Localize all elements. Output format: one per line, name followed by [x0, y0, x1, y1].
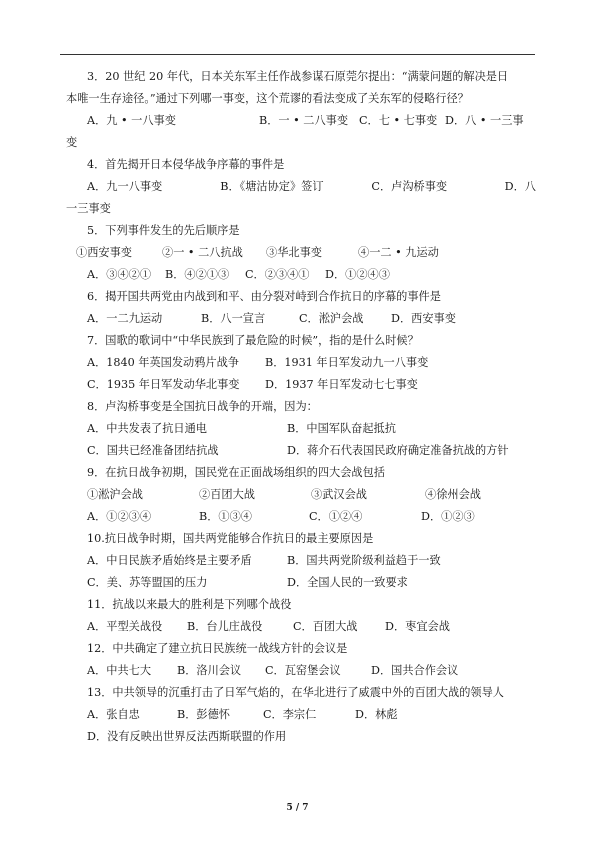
option-row — [66, 352, 536, 374]
option: B．①③④ — [199, 510, 252, 523]
option: B．1931 年日军发动九一八事变 — [265, 356, 429, 369]
option: D．八 — [504, 180, 536, 193]
question-stem: 8．卢沟桥事变是全国抗日战争的开端，因为： — [87, 400, 318, 413]
question-stem: 7．国歌的歌词中“中华民族到了最危险的时候”，指的是什么时候？ — [87, 334, 419, 347]
option: A．1840 年英国发动鸦片战争 — [87, 356, 239, 369]
item-row — [66, 484, 536, 506]
question-stem: 12．中共确定了建立抗日民族统一战线方针的会议是 — [87, 642, 348, 655]
item: ③华北事变 — [266, 246, 322, 259]
option-wrap: 一三事变 — [66, 202, 111, 215]
item: ①西安事变 — [76, 246, 132, 259]
option: D．枣宜会战 — [385, 620, 450, 633]
option: C．百团大战 — [293, 620, 358, 633]
option: A．中日民族矛盾始终是主要矛盾 — [87, 554, 252, 567]
option-row — [66, 418, 536, 440]
question-stem: 13．中共领导的沉重打击了日军气焰的，在华北进行了威震中外的百团大战的领导人 — [87, 686, 504, 699]
option: C．李宗仁 — [263, 708, 317, 721]
option: A．九一八事变 — [87, 180, 163, 193]
header-rule — [60, 54, 535, 55]
option: A．平型关战役 — [87, 620, 163, 633]
option: C．1935 年日军发动华北事变 — [87, 378, 240, 391]
question-list — [66, 66, 536, 748]
question-stem: 10.抗日战争时期，国共两党能够合作抗日的最主要原因是 — [87, 532, 374, 545]
option: A．③④②① — [87, 268, 152, 281]
option: A．中共七大 — [87, 664, 152, 677]
option-wrap: 变 — [66, 136, 78, 149]
question-stem: 9．在抗日战争初期，国民党在正面战场组织的四大会战包括 — [87, 466, 385, 479]
page-number: 5 / 7 — [286, 803, 309, 813]
option: C．七 • 七事变 — [359, 114, 438, 127]
option-row — [66, 660, 536, 682]
option: D．①②③ — [421, 510, 475, 523]
option: A．一二九运动 — [87, 312, 163, 325]
option-row — [66, 704, 536, 726]
option: B．八一宣言 — [201, 312, 266, 325]
option-row — [66, 264, 536, 286]
option: C．瓦窑堡会议 — [265, 664, 341, 677]
option: C．②③④① — [245, 268, 310, 281]
option: A．中共发表了抗日通电 — [87, 422, 207, 435]
option-row — [66, 308, 536, 330]
option: D．1937 年日军发动七七事变 — [265, 378, 418, 391]
item: ②百团大战 — [199, 488, 255, 501]
item: ④徐州会战 — [425, 488, 481, 501]
question-stem: 11．抗战以来最大的胜利是下列哪个战役 — [87, 598, 292, 611]
option-extra: D．没有反映出世界反法西斯联盟的作用 — [87, 730, 287, 743]
question-stem: 4．首先揭开日本侵华战争序幕的事件是 — [87, 158, 285, 171]
option-row — [66, 550, 536, 572]
option-row — [66, 374, 536, 396]
option: B．彭德怀 — [177, 708, 230, 721]
option: D．全国人民的一致要求 — [287, 576, 408, 589]
item: ④一二 • 九运动 — [358, 246, 439, 259]
option: B．洛川会议 — [177, 664, 242, 677]
option-row — [66, 616, 536, 638]
option-row — [66, 506, 536, 528]
option-row — [66, 110, 536, 132]
option: C．淞沪会战 — [299, 312, 364, 325]
option: B．台儿庄战役 — [187, 620, 263, 633]
option: C．①②④ — [309, 510, 363, 523]
option-row — [66, 440, 536, 462]
option-row — [66, 176, 536, 198]
option: B．中国军队奋起抵抗 — [287, 422, 396, 435]
option: B．《塘沽协定》签订 — [220, 180, 324, 193]
option: D．西安事变 — [391, 312, 456, 325]
option: C．卢沟桥事变 — [371, 180, 448, 193]
option: D．八 • 一三事 — [445, 114, 524, 127]
option: B．一 • 二八事变 — [259, 114, 349, 127]
item: ③武汉会战 — [311, 488, 367, 501]
option: A．九 • 一八事变 — [87, 114, 176, 127]
option: A．张自忠 — [87, 708, 140, 721]
option: B．④②①③ — [165, 268, 230, 281]
question-stem: 3．20 世纪 20 年代，日本关东军主任作战参谋石原莞尔提出：“满蒙问题的解决是日 — [87, 70, 509, 83]
option: D．①②④③ — [325, 268, 390, 281]
option-row — [66, 572, 536, 594]
option: B．国共两党阶级利益趋于一致 — [287, 554, 441, 567]
item-row — [66, 242, 536, 264]
question-stem: 5．下列事件发生的先后顺序是 — [87, 224, 240, 237]
option: C．美、苏等盟国的压力 — [87, 576, 208, 589]
option: D．蒋介石代表国民政府确定准备抗战的方针 — [287, 444, 509, 457]
option: C．国共已经准备团结抗战 — [87, 444, 219, 457]
option: D．林彪 — [355, 708, 398, 721]
question-stem: 本唯一生存途径。”通过下列哪一事变，这个荒谬的看法变成了关东军的侵略行径？ — [66, 92, 469, 105]
option: D．国共合作会议 — [371, 664, 459, 677]
item: ②一 • 二八抗战 — [162, 246, 243, 259]
item: ①淞沪会战 — [87, 488, 143, 501]
option: A．①②③④ — [87, 510, 152, 523]
question-stem: 6．揭开国共两党由内战到和平、由分裂对峙到合作抗日的序幕的事件是 — [87, 290, 441, 303]
